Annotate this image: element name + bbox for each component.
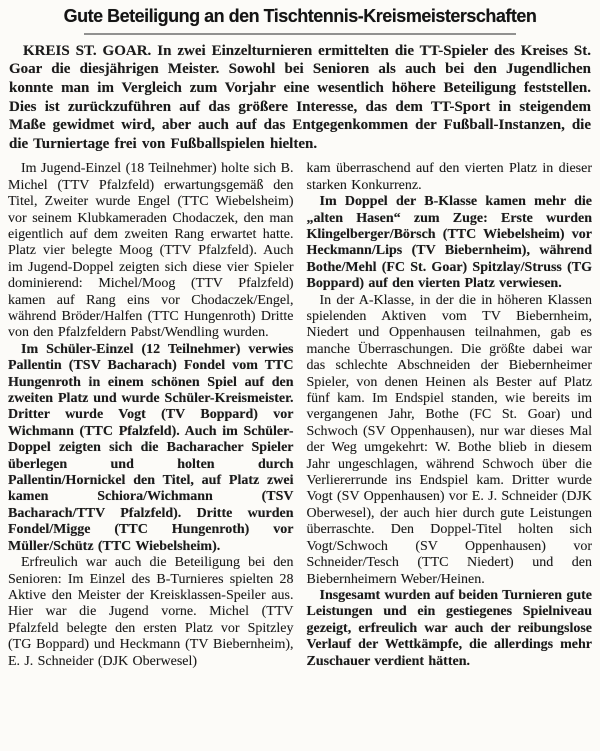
paragraph-fazit: Insgesamt wurden auf beiden Turnieren gute Leistungen und ein gestiegenes Spielniveau gezeigt, erfreulich war auch der reibungslose Verlauf der Wettkämpfe, die allerdings mehr Zuschauer verdient hätten. [306,587,592,669]
headline-underline [84,33,516,35]
paragraph-schueler-einzel: Im Schüler-Einzel (12 Teilnehmer) verwies Pallentin (TSV Bacharach) Fondel vom TTC Hungenroth in einem schönen Spiel auf den zweiten Platz und wurde Schüler-Kreismeister. Dritter wurde Vogt (TV Boppard) vor Wichmann (TTC Pfalzfeld). Auch im Schüler-Doppel zeigten sich die Bacharacher Spieler überlegen und holten durch Pallentin/Hornickel den Titel, auf Platz zwei kamen Schiora/Wichmann (TSV Bacharach/TTV Pfalzfeld). Dritte wurden Fondel/Migge (TTC Hungenroth) vor Müller/Schütz (TTC Wiebelsheim). [8,341,294,554]
paragraph-senioren-fortsetzung: kam überraschend auf den vierten Platz in dieser starken Konkurrenz. [306,161,592,193]
lede-paragraph: KREIS ST. GOAR. In zwei Einzelturnieren ermittelten die TT-Spieler des Kreises St. Goar die diesjährigen Meister. Sowohl bei Senioren als auch bei den Jugendlichen konnte man im Vergleich zum Vorjahr eine wesentlich höhere Beteiligung feststellen. Dies ist zurückzuführen auf das größere Interesse, das dem TT-Sport in steigendem Maße gewidmet wird, aber auch auf das Entgegenkommen der Fußball-Instanzen, die die Turniertage frei von Fußballspielen hielten. [9,42,591,152]
paragraph-jugend-einzel: Im Jugend-Einzel (18 Teilnehmer) holte sich B. Michel (TTV Pfalzfeld) erwartungsgemäß den Titel, Zweiter wurde Engel (TTC Wiebelsheim) vor seinem Klubkameraden Chodaczek, den man eigentlich auf dem zweiten Rang erwartet hatte. Platz vier belegte Moog (TTV Pfalzfeld). Auch im Jugend-Doppel zeigten sich diese vier Spieler dominierend: Michel/Moog (TTV Pfalzfeld) kamen auf Rang eins vor Chodaczek/Engel, während Bröder/Halfen (TTC Hungenroth) Dritte von den Pfalzfeldern Pabst/Wendling wurden. [8,161,294,341]
article-columns [8,161,592,751]
paragraph-senioren-b-einzel: Erfreulich war auch die Beteiligung bei den Senioren: Im Einzel des B-Turnieres spielten 28 Aktive den Meister der Kreisklassen-Speiler aus. Hier war die Jugend vorne. Michel (TTV Pfalzfeld belegte den ersten Platz vor Spitzley (TG Boppard) und Heckmann (TV Biebernheim), E. J. Schneider (DJK Oberwesel) [8,555,294,669]
paragraph-doppel-b-klasse: Im Doppel der B-Klasse kamen mehr die „alten Hasen“ zum Zuge: Erste wurden Klingelberger/Börsch (TTC Wiebelsheim) vor Heckmann/Lips (TV Biebernheim), während Bothe/Mehl (FC St. Goar) Spitzlay/Struss (TG Boppard) auf den vierten Platz verwiesen. [306,194,592,292]
headline: Gute Beteiligung an den Tischtennis-Kreismeisterschaften [63,6,537,26]
column-right [307,161,593,751]
paragraph-a-klasse: In der A-Klasse, in der die in höheren Klassen spielenden Aktiven vom TV Biebernheim, Niedert und Oppenhausen teilnahmen, gab es manche Überraschungen. Die größte dabei war das schlechte Abschneiden der Biebernheimer Spieler, von denen Heinen als Bester auf Platz fünf kam. Im Endspiel standen, wie bereits im vergangenen Jahr, Bothe (FC St. Goar) und Schwoch (SV Oppenhausen), nur war dieses Mal der Weg umgekehrt: W. Bothe blieb in diesem Jahr ungeschlagen, während Schwoch über die Verliererrunde ins Endspiel kam. Dritter wurde Vogt (SV Oppenhausen) vor E. J. Schneider (DJK Oberwesel), der auch hier durch gute Leistungen überraschte. Den Doppel-Titel holten sich Vogt/Schwoch (SV Oppenhausen) vor Schneider/Tesch (TTC Niedert) und den Biebernheimern Weber/Heinen. [306,292,592,587]
column-left [8,161,294,751]
